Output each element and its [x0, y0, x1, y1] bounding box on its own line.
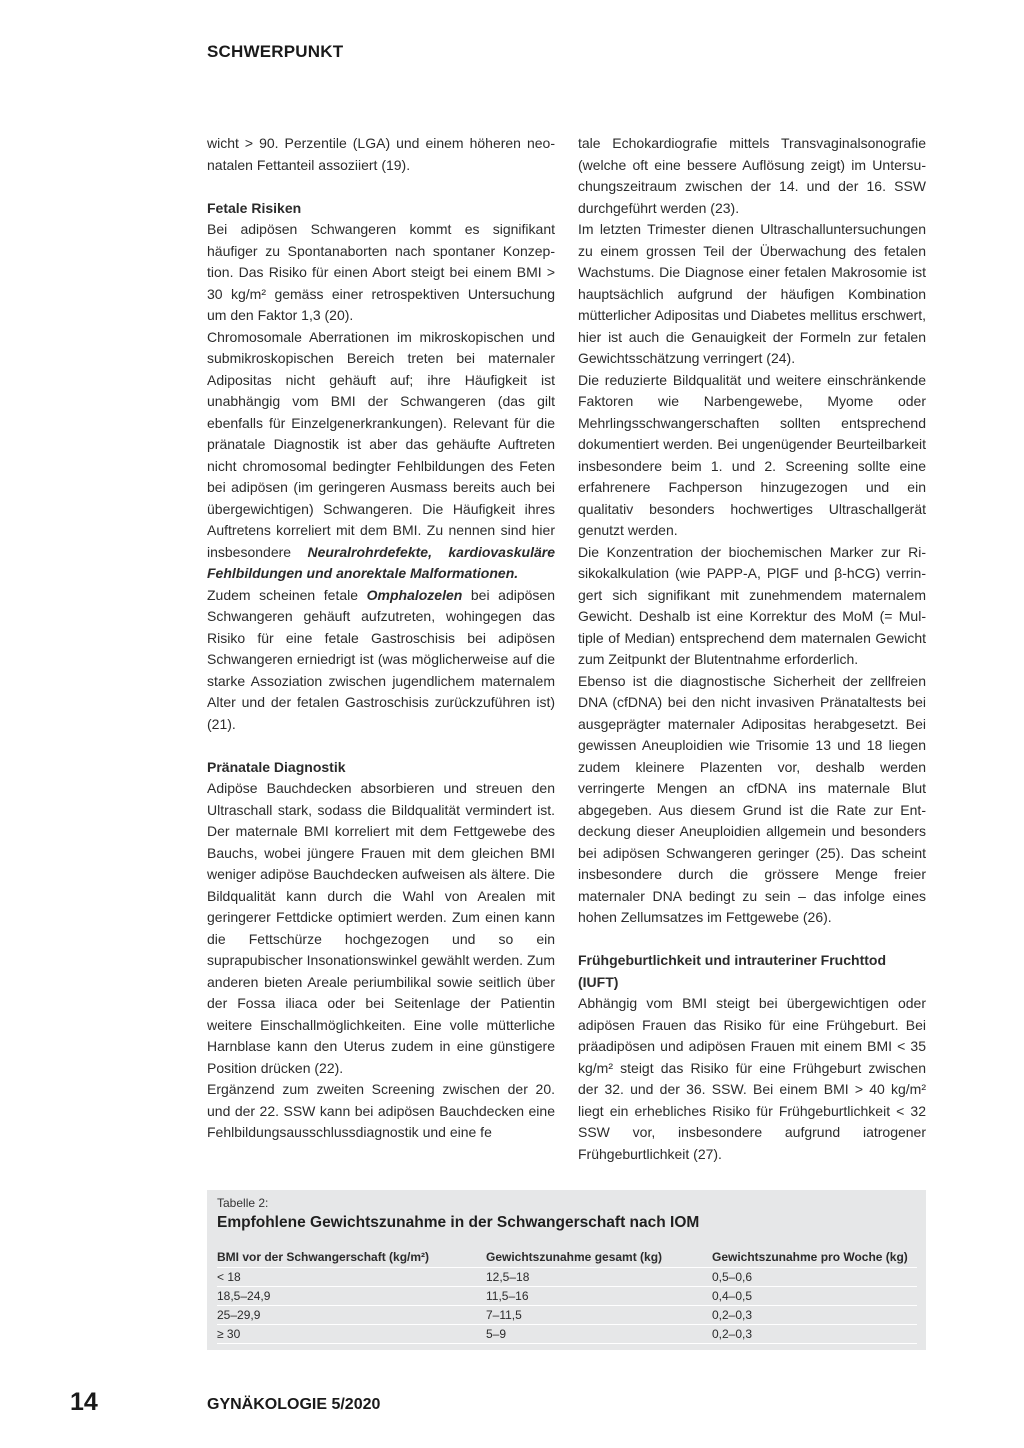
- paragraph: Zudem scheinen fetale Omphalozelen bei adipösen Schwangeren gehäuft aufzutreten, wohingegen das Risiko für eine fetale Gastroschisis bei adipösen Schwangeren erniedrigt ist (was möglicherweise auf die starke Assoziation zwischen jugendlichem maternalem Alter und der fetalen Gastroschisis zurückzuführen ist) (21).: [207, 586, 555, 732]
- table-cell: 7–11,5: [486, 1306, 712, 1325]
- table-cell: 25–29,9: [217, 1306, 486, 1325]
- paragraph: Die Konzentration der biochemischen Marker zur Risikokalkulation (wie PAPP-A, PlGF und β-hCG) verringert sich signifikant mit zunehmendem maternalem Gewicht. Deshalb ist eine Korrektur des MoM (= Multiple of Median) entsprechend dem maternalen Gewicht zum Zeitpunkt der Blutentnahme erforderlich.: [578, 543, 926, 667]
- table-title: Empfohlene Gewichtszunahme in der Schwangerschaft nach IOM: [217, 1214, 700, 1231]
- left-column: [207, 133, 555, 1144]
- table-row: [217, 1306, 917, 1325]
- table-row: [217, 1268, 917, 1287]
- right-column: [578, 133, 926, 1165]
- emphasis: Neuralrohrdefekte, kardiovaskuläre Fehlbildungen und anorektale Malformationen.: [207, 543, 555, 581]
- paragraph: tale Echokardiografie mittels Transvaginalsonografie (welche oft eine bessere Auflösung zeigt) im Untersuchungszeitraum zwischen der 14. und der 16. SSW durchgeführt werden (23).: [578, 135, 926, 216]
- paragraph: Bei adipösen Schwangeren kommt es signifikant häufiger zu Spontanaborten nach spontaner Konzeption. Das Risiko für einen Abort steigt bei einem BMI > 30 kg/m² gemäss einer retrospektiven Untersuchung um den Faktor 1,3 (20).: [207, 221, 555, 323]
- paragraph: Adipöse Bauchdecken absorbieren und streuen den Ultraschall stark, sodass die Bildqualität vermindert ist. Der maternale BMI korreliert mit dem Fettgewebe des Bauchs, wobei jüngere Frauen mit dem gleichen BMI weniger adipöse Bauchdecken aufweisen als ältere. Die Bildqualität kann durch die Wahl von Arealen mit geringerer Fettdicke optimiert werden. Zum einen kann die Fettschürze hochgezogen und so ein suprapubischer Insonationswinkel gewählt werden. Zum anderen bieten Areale periumbilikal sowie seitlich über der Fossa iliaca oder bei Seitenlage der Patientin weitere Einschallmöglichkeiten. Eine volle mütterliche Harnblase kann den Uterus zudem in eine günstigere Position drücken (22).: [207, 780, 555, 1076]
- heading-fruehgeburtlichkeit: Frühgeburtlichkeit und intrauteriner Fruchttod (IUFT): [578, 952, 886, 990]
- page-number: 14: [70, 1388, 98, 1416]
- paragraph: Ebenso ist die diagnostische Sicherheit der zellfreien DNA (cfDNA) bei den nicht invasiven Pränataltests bei ausgeprägter maternaler Adipositas herabgesetzt. Bei gewissen Aneuploidien wie Trisomie 13 und 18 liegen zudem kleinere Plazenten vor, deshalb werden verringerte Mengen an cfDNA ins maternale Blut abgegeben. Aus diesem Grund ist die Rate zur Entdeckung dieser Aneuploidien allgemein und besonders bei adipösen Schwangeren geringer (25). Das scheint insbesondere durch die grössere Menge freier maternaler DNA bedingt zu sein – das infolge eines hohen Zellumsatzes im Fettgewebe (26).: [578, 672, 926, 925]
- paragraph: Ergänzend zum zweiten Screening zwischen der 20. und der 22. SSW kann bei adipösen Bauchdecken eine Fehlbildungsausschlussdiagnostik und eine fe: [207, 1081, 555, 1140]
- table-header-row: [217, 1248, 917, 1268]
- table-cell: 0,5–0,6: [712, 1268, 917, 1287]
- table-label: Tabelle 2:: [217, 1196, 269, 1210]
- table-cell: ≥ 30: [217, 1325, 486, 1344]
- table-cell: < 18: [217, 1268, 486, 1287]
- weight-gain-table: [217, 1248, 917, 1344]
- table-box: [207, 1190, 926, 1350]
- paragraph: Die reduzierte Bildqualität und weitere einschränkende Faktoren wie Narbengewebe, Myome oder Mehrlingsschwangerschaften sollten entsprechend dokumentiert werden. Bei ungenügender Beurteilbarkeit insbesondere beim 1. und 2. Screening sollte eine erfahrenere Fachperson hinzugezogen und ein qualitativ besonders hochwertiges Ultraschallgerät genutzt werden.: [578, 371, 926, 538]
- journal-name: GYNÄKOLOGIE 5/2020: [207, 1396, 381, 1413]
- heading-praenatale-diagnostik: Pränatale Diagnostik: [207, 758, 346, 775]
- paragraph: Abhängig vom BMI steigt bei übergewichtigen oder adipösen Frauen das Risiko für eine Frühgeburt. Bei präadipösen und adipösen Frauen mit einem BMI < 35 kg/m² steigt das Risiko für eine Frühgeburt zwischen der 32. und der 36. SSW. Bei einem BMI > 40 kg/m² liegt ein erhebliches Risiko für Frühgeburtlichkeit < 32 SSW vor, insbesondere aufgrund iatrogener Frühgeburtlichkeit (27).: [578, 995, 926, 1162]
- table-cell: 0,4–0,5: [712, 1287, 917, 1306]
- column-header: BMI vor der Schwangerschaft (kg/m²): [217, 1248, 486, 1268]
- table-cell: 5–9: [486, 1325, 712, 1344]
- paragraph: wicht > 90. Perzentile (LGA) und einem höheren neonatalen Fettanteil assoziiert (19).: [207, 135, 555, 173]
- table-cell: 12,5–18: [486, 1268, 712, 1287]
- column-header: Gewichtszunahme gesamt (kg): [486, 1248, 712, 1268]
- heading-fetale-risiken: Fetale Risiken: [207, 199, 302, 216]
- table-row: [217, 1287, 917, 1306]
- section-label: SCHWERPUNKT: [207, 42, 344, 61]
- table-cell: 0,2–0,3: [712, 1306, 917, 1325]
- paragraph: Im letzten Trimester dienen Ultraschalluntersuchungen zu einem grossen Teil der Überwachung des fetalen Wachstums. Die Diagnose einer fetalen Makrosomie ist hauptsächlich aufgrund der häufigen Kombination mütterlicher Adipositas und Diabetes mellitus erschwert, hier ist auch die Genauigkeit der Formeln zur fetalen Gewichtsschätzung verringert (24).: [578, 221, 926, 366]
- table-cell: 18,5–24,9: [217, 1287, 486, 1306]
- table-cell: 11,5–16: [486, 1287, 712, 1306]
- paragraph: Chromosomale Aberrationen im mikroskopischen und submikroskopischen Bereich treten bei maternaler Adipositas nicht gehäuft auf; ihre Häufigkeit ist unabhängig vom BMI der Schwangeren (das gilt ebenfalls für Einzelgenerkrankungen). Relevant für die pränatale Diagnostik ist aber das gehäufte Auftreten nicht chromosomal bedingter Fehlbildungen des Feten bei adipösen (im geringeren Ausmass bereits auch bei übergewichtigen) Schwangeren. Die Häufigkeit ihres Auftretens korreliert mit dem BMI. Zu nennen sind hier insbesondere Neuralrohrdefekte, kardiovaskuläre Fehlbildungen und anorektale Malformationen.: [207, 328, 555, 581]
- table-cell: 0,2–0,3: [712, 1325, 917, 1344]
- column-header: Gewichtszunahme pro Woche (kg): [712, 1248, 917, 1268]
- emphasis: Omphalozelen: [366, 586, 463, 603]
- table-row: [217, 1325, 917, 1344]
